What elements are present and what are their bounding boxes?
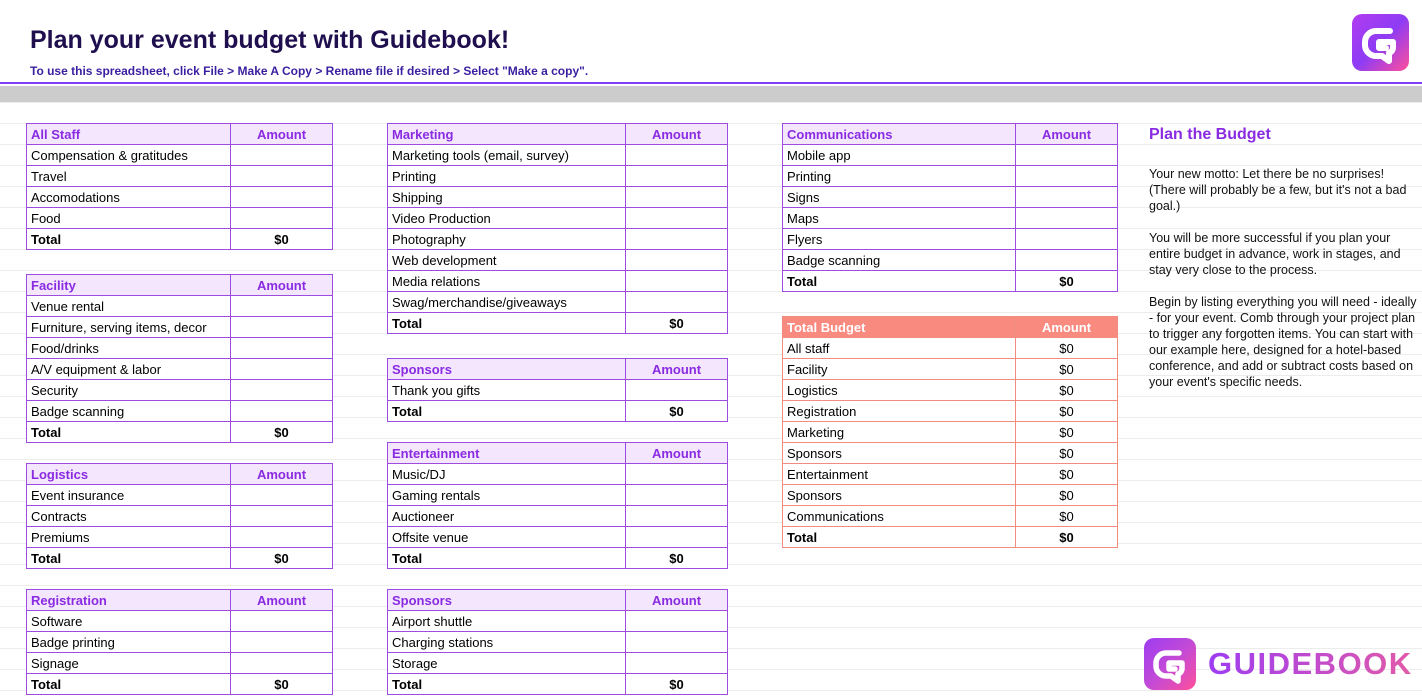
line-item-cell[interactable]: Compensation & gratitudes <box>27 145 231 166</box>
table-header-row <box>388 359 728 380</box>
line-item-cell[interactable]: Media relations <box>388 271 626 292</box>
line-item-cell[interactable]: Photography <box>388 229 626 250</box>
line-item-cell[interactable]: Logistics <box>783 380 1016 401</box>
amount-cell[interactable] <box>231 632 333 653</box>
table-header-row <box>783 124 1118 145</box>
table-row <box>27 632 333 653</box>
total-row <box>388 401 728 422</box>
line-item-cell[interactable]: Accomodations <box>27 187 231 208</box>
amount-cell[interactable]: $0 <box>1016 443 1118 464</box>
amount-cell[interactable] <box>231 317 333 338</box>
line-item-cell[interactable]: Event insurance <box>27 485 231 506</box>
total-row <box>783 271 1118 292</box>
table-row <box>27 208 333 229</box>
table-row <box>27 653 333 674</box>
table-row <box>388 485 728 506</box>
line-item-cell[interactable]: Entertainment <box>783 464 1016 485</box>
sheet-header <box>0 0 1422 84</box>
line-item-cell[interactable]: Sponsors <box>783 443 1016 464</box>
line-item-cell[interactable]: Furniture, serving items, decor <box>27 317 231 338</box>
table-row <box>783 338 1118 359</box>
line-item-cell[interactable]: Software <box>27 611 231 632</box>
amount-cell[interactable] <box>626 464 728 485</box>
total-label-cell[interactable]: Total <box>783 527 1016 548</box>
amount-cell[interactable] <box>231 338 333 359</box>
table-row <box>27 401 333 422</box>
table-row <box>783 229 1118 250</box>
amount-cell[interactable]: $0 <box>1016 485 1118 506</box>
line-item-cell[interactable]: Signs <box>783 187 1016 208</box>
table-row <box>388 527 728 548</box>
line-item-cell[interactable]: Gaming rentals <box>388 485 626 506</box>
table-row <box>27 506 333 527</box>
line-item-cell[interactable]: Printing <box>783 166 1016 187</box>
table-row <box>27 338 333 359</box>
total-label-cell[interactable]: Total <box>27 422 231 443</box>
line-item-cell[interactable]: Video Production <box>388 208 626 229</box>
frozen-row-band <box>0 86 1422 102</box>
amount-header-cell[interactable]: Amount <box>626 590 728 611</box>
table-row <box>27 296 333 317</box>
table-row <box>388 187 728 208</box>
table-row <box>27 485 333 506</box>
amount-cell[interactable] <box>626 611 728 632</box>
line-item-cell[interactable]: Premiums <box>27 527 231 548</box>
amount-cell[interactable] <box>626 527 728 548</box>
entertainment-table <box>387 442 728 569</box>
table-row <box>783 401 1118 422</box>
total-label-cell[interactable]: Total <box>388 401 626 422</box>
amount-cell[interactable] <box>626 632 728 653</box>
line-item-cell[interactable]: Airport shuttle <box>388 611 626 632</box>
table-row <box>388 506 728 527</box>
line-item-cell[interactable]: Travel <box>27 166 231 187</box>
total-budget-table <box>782 316 1118 548</box>
amount-cell[interactable] <box>231 380 333 401</box>
table-header-row <box>27 124 333 145</box>
amount-cell[interactable] <box>1016 208 1118 229</box>
line-item-cell[interactable]: Registration <box>783 401 1016 422</box>
category-title-cell[interactable]: All Staff <box>27 124 231 145</box>
amount-header-cell[interactable]: Amount <box>231 590 333 611</box>
amount-header-cell[interactable]: Amount <box>231 124 333 145</box>
line-item-cell[interactable]: Badge printing <box>27 632 231 653</box>
amount-cell[interactable] <box>231 611 333 632</box>
table-row <box>388 271 728 292</box>
page-title: Plan your event budget with Guidebook! <box>30 26 510 54</box>
amount-header-cell[interactable]: Amount <box>626 124 728 145</box>
line-item-cell[interactable]: Communications <box>783 506 1016 527</box>
total-value-cell[interactable]: $0 <box>231 674 333 695</box>
amount-cell[interactable] <box>626 145 728 166</box>
notes-paragraph: Your new motto: Let there be no surprises! (There will probably be a few, but it's not a bad goal.) <box>1149 167 1407 213</box>
total-row <box>27 548 333 569</box>
line-item-cell[interactable]: Mobile app <box>783 145 1016 166</box>
line-item-cell[interactable]: Badge scanning <box>27 401 231 422</box>
line-item-cell[interactable]: Flyers <box>783 229 1016 250</box>
table-row <box>27 527 333 548</box>
table-row <box>783 506 1118 527</box>
copy-instructions: To use this spreadsheet, click File > Make A Copy > Rename file if desired > Select "Make a copy". <box>30 64 589 78</box>
amount-cell[interactable] <box>1016 145 1118 166</box>
amount-header-cell[interactable]: Amount <box>1016 317 1118 338</box>
table-row <box>783 422 1118 443</box>
line-item-cell[interactable]: Venue rental <box>27 296 231 317</box>
total-value-cell[interactable]: $0 <box>231 548 333 569</box>
table-header-row <box>388 443 728 464</box>
amount-cell[interactable] <box>231 166 333 187</box>
table-row <box>388 611 728 632</box>
amount-cell[interactable] <box>626 292 728 313</box>
total-value-cell[interactable]: $0 <box>626 401 728 422</box>
category-title-cell[interactable]: Sponsors <box>388 590 626 611</box>
line-item-cell[interactable]: All staff <box>783 338 1016 359</box>
amount-cell[interactable] <box>626 187 728 208</box>
notes-title: Plan the Budget <box>1149 126 1271 143</box>
facility-table <box>26 274 333 443</box>
amount-cell[interactable]: $0 <box>1016 506 1118 527</box>
table-row <box>783 187 1118 208</box>
amount-header-cell[interactable]: Amount <box>231 464 333 485</box>
table-row <box>388 250 728 271</box>
total-label-cell[interactable]: Total <box>388 313 626 334</box>
amount-header-cell[interactable]: Amount <box>231 275 333 296</box>
total-value-cell[interactable]: $0 <box>1016 271 1118 292</box>
line-item-cell[interactable]: Badge scanning <box>783 250 1016 271</box>
total-row <box>27 229 333 250</box>
total-row <box>27 674 333 695</box>
total-row <box>388 548 728 569</box>
category-title-cell[interactable]: Sponsors <box>388 359 626 380</box>
table-row <box>27 611 333 632</box>
category-title-cell[interactable]: Registration <box>27 590 231 611</box>
amount-cell[interactable] <box>231 527 333 548</box>
amount-cell[interactable]: $0 <box>1016 359 1118 380</box>
notes-paragraph: Begin by listing everything you will need - ideally - for your event. Comb through your project plan to trigger any forgotten items. You can start with our example here, designed for a hotel-based conference, and add or subtract costs based on your event's specific needs. <box>1149 295 1417 389</box>
table-row <box>783 166 1118 187</box>
amount-cell[interactable] <box>231 485 333 506</box>
line-item-cell[interactable]: Auctioneer <box>388 506 626 527</box>
line-item-cell[interactable]: Food/drinks <box>27 338 231 359</box>
table-row <box>388 229 728 250</box>
total-value-cell[interactable]: $0 <box>231 422 333 443</box>
line-item-cell[interactable]: Web development <box>388 250 626 271</box>
table-row <box>388 208 728 229</box>
guidebook-brand <box>1144 638 1420 690</box>
total-row <box>783 527 1118 548</box>
table-header-row <box>27 464 333 485</box>
guidebook-logo-icon <box>1352 14 1409 71</box>
amount-header-cell[interactable]: Amount <box>1016 124 1118 145</box>
category-title-cell[interactable]: Communications <box>783 124 1016 145</box>
line-item-cell[interactable]: Charging stations <box>388 632 626 653</box>
amount-cell[interactable] <box>231 401 333 422</box>
line-item-cell[interactable]: Shipping <box>388 187 626 208</box>
table-row <box>388 145 728 166</box>
total-label-cell[interactable]: Total <box>388 674 626 695</box>
table-row <box>27 317 333 338</box>
table-row <box>783 208 1118 229</box>
amount-cell[interactable] <box>626 485 728 506</box>
total-row <box>388 674 728 695</box>
line-item-cell[interactable]: Maps <box>783 208 1016 229</box>
amount-cell[interactable] <box>626 380 728 401</box>
amount-cell[interactable] <box>1016 250 1118 271</box>
amount-cell[interactable] <box>1016 166 1118 187</box>
table-row <box>388 464 728 485</box>
amount-cell[interactable]: $0 <box>1016 380 1118 401</box>
category-title-cell[interactable]: Entertainment <box>388 443 626 464</box>
plan-budget-notes <box>1149 126 1419 406</box>
total-label-cell[interactable]: Total <box>27 674 231 695</box>
category-title-cell[interactable]: Marketing <box>388 124 626 145</box>
table-header-row <box>388 124 728 145</box>
sponsors-gifts-table <box>387 358 728 422</box>
amount-cell[interactable]: $0 <box>1016 422 1118 443</box>
amount-cell[interactable] <box>626 166 728 187</box>
line-item-cell[interactable]: Printing <box>388 166 626 187</box>
amount-cell[interactable] <box>1016 187 1118 208</box>
total-row <box>388 313 728 334</box>
line-item-cell[interactable]: Marketing tools (email, survey) <box>388 145 626 166</box>
table-header-row <box>27 590 333 611</box>
table-row <box>783 145 1118 166</box>
amount-cell[interactable] <box>626 229 728 250</box>
table-row <box>27 187 333 208</box>
line-item-cell[interactable]: Sponsors <box>783 485 1016 506</box>
table-row <box>783 485 1118 506</box>
line-item-cell[interactable]: Signage <box>27 653 231 674</box>
amount-header-cell[interactable]: Amount <box>626 443 728 464</box>
amount-header-cell[interactable]: Amount <box>626 359 728 380</box>
total-value-cell[interactable]: $0 <box>626 674 728 695</box>
registration-table <box>26 589 333 695</box>
table-row <box>388 380 728 401</box>
table-row <box>783 359 1118 380</box>
total-label-cell[interactable]: Total <box>27 548 231 569</box>
category-title-cell[interactable]: Logistics <box>27 464 231 485</box>
amount-cell[interactable] <box>231 359 333 380</box>
amount-cell[interactable] <box>231 208 333 229</box>
table-row <box>27 380 333 401</box>
amount-cell[interactable]: $0 <box>1016 401 1118 422</box>
total-value-cell[interactable]: $0 <box>626 313 728 334</box>
line-item-cell[interactable]: Food <box>27 208 231 229</box>
total-value-cell[interactable]: $0 <box>626 548 728 569</box>
guidebook-wordmark: GUIDEBOOK <box>1208 646 1413 681</box>
total-label-cell[interactable]: Total <box>27 229 231 250</box>
table-row <box>783 380 1118 401</box>
line-item-cell[interactable]: Music/DJ <box>388 464 626 485</box>
amount-cell[interactable] <box>626 271 728 292</box>
line-item-cell[interactable]: Security <box>27 380 231 401</box>
table-row <box>783 464 1118 485</box>
table-row <box>783 443 1118 464</box>
total-value-cell[interactable]: $0 <box>231 229 333 250</box>
total-value-cell[interactable]: $0 <box>1016 527 1118 548</box>
amount-cell[interactable] <box>626 250 728 271</box>
line-item-cell[interactable]: Facility <box>783 359 1016 380</box>
table-row <box>27 359 333 380</box>
line-item-cell[interactable]: Thank you gifts <box>388 380 626 401</box>
table-header-row <box>783 317 1118 338</box>
table-header-row <box>27 275 333 296</box>
table-row <box>388 632 728 653</box>
total-row <box>27 422 333 443</box>
amount-cell[interactable]: $0 <box>1016 464 1118 485</box>
table-row <box>388 292 728 313</box>
amount-cell[interactable] <box>626 506 728 527</box>
table-row <box>27 145 333 166</box>
communications-table <box>782 123 1118 292</box>
amount-cell[interactable] <box>231 653 333 674</box>
line-item-cell[interactable]: Storage <box>388 653 626 674</box>
amount-cell[interactable] <box>231 296 333 317</box>
logistics-table <box>26 463 333 569</box>
line-item-cell[interactable]: Marketing <box>783 422 1016 443</box>
total-label-cell[interactable]: Total <box>783 271 1016 292</box>
sponsors-services-table <box>387 589 728 695</box>
amount-cell[interactable] <box>231 506 333 527</box>
table-row <box>783 250 1118 271</box>
guidebook-logo-icon <box>1144 638 1196 690</box>
total-label-cell[interactable]: Total <box>388 548 626 569</box>
amount-cell[interactable] <box>1016 229 1118 250</box>
marketing-table <box>387 123 728 334</box>
amount-cell[interactable] <box>626 208 728 229</box>
category-title-cell[interactable]: Facility <box>27 275 231 296</box>
category-title-cell[interactable]: Total Budget <box>783 317 1016 338</box>
amount-cell[interactable] <box>231 187 333 208</box>
line-item-cell[interactable]: A/V equipment & labor <box>27 359 231 380</box>
line-item-cell[interactable]: Offsite venue <box>388 527 626 548</box>
line-item-cell[interactable]: Swag/merchandise/giveaways <box>388 292 626 313</box>
table-row <box>388 166 728 187</box>
table-header-row <box>388 590 728 611</box>
all-staff-table <box>26 123 333 250</box>
line-item-cell[interactable]: Contracts <box>27 506 231 527</box>
table-row <box>388 653 728 674</box>
notes-paragraph: You will be more successful if you plan your entire budget in advance, work in stages, and stay very close to the process. <box>1149 231 1401 277</box>
amount-cell[interactable]: $0 <box>1016 338 1118 359</box>
amount-cell[interactable] <box>231 145 333 166</box>
table-row <box>27 166 333 187</box>
amount-cell[interactable] <box>626 653 728 674</box>
